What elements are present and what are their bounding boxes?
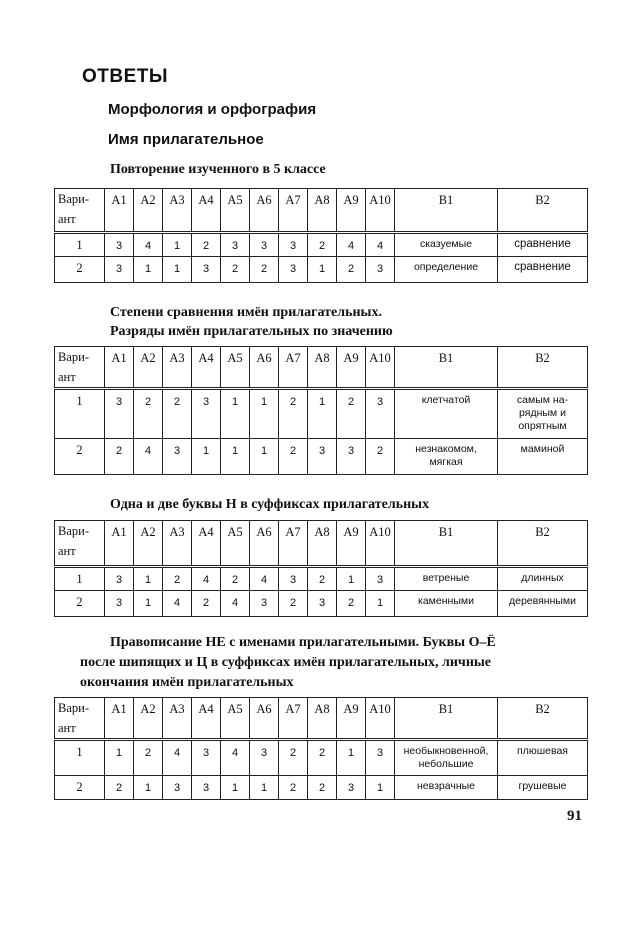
- section-title-2: [110, 303, 393, 341]
- col-header-b1: B1: [395, 189, 498, 233]
- variant-cell: 2: [55, 257, 105, 283]
- col-header: A4: [192, 189, 221, 233]
- section-title-1: [110, 160, 326, 179]
- b2-cell: длинных: [498, 567, 588, 591]
- answer-cell: 3: [337, 776, 366, 800]
- b1-cell: необыкновенной, небольшие: [395, 740, 498, 776]
- answer-cell: 2: [192, 591, 221, 617]
- col-header: A8: [308, 521, 337, 567]
- answer-cell: 3: [192, 257, 221, 283]
- col-header: A2: [134, 347, 163, 389]
- answer-cell: 2: [337, 389, 366, 439]
- b2-cell: маминой: [498, 439, 588, 475]
- answer-cell: 2: [279, 389, 308, 439]
- answer-cell: 1: [134, 776, 163, 800]
- variant-cell: 1: [55, 740, 105, 776]
- col-header-b2: B2: [498, 347, 588, 389]
- answer-cell: 2: [366, 439, 395, 475]
- answer-cell: 2: [279, 591, 308, 617]
- answer-cell: 4: [192, 567, 221, 591]
- answer-cell: 3: [366, 257, 395, 283]
- col-header: A10: [366, 189, 395, 233]
- col-header: A8: [308, 698, 337, 740]
- b1-cell: клетчатой: [395, 389, 498, 439]
- col-header-b1: B1: [395, 347, 498, 389]
- answer-cell: 1: [105, 740, 134, 776]
- answer-cell: 1: [250, 439, 279, 475]
- answer-cell: 4: [163, 740, 192, 776]
- answer-cell: 3: [279, 567, 308, 591]
- variant-cell: 1: [55, 389, 105, 439]
- answer-cell: 2: [105, 439, 134, 475]
- answer-cell: 3: [250, 233, 279, 257]
- answer-table-4: [54, 697, 588, 800]
- answer-cell: 1: [308, 389, 337, 439]
- answer-cell: 4: [163, 591, 192, 617]
- col-header: A6: [250, 521, 279, 567]
- answer-cell: 3: [279, 233, 308, 257]
- answer-cell: 2: [337, 591, 366, 617]
- answer-cell: 3: [366, 567, 395, 591]
- col-header: A6: [250, 698, 279, 740]
- col-header-b2: B2: [498, 698, 588, 740]
- col-header: A9: [337, 347, 366, 389]
- answer-cell: 1: [366, 591, 395, 617]
- col-header: A7: [279, 521, 308, 567]
- answer-cell: 1: [250, 389, 279, 439]
- answer-cell: 1: [337, 740, 366, 776]
- b2-cell: сравнение: [498, 257, 588, 283]
- section-title-line: Разряды имён прилагательных по значению: [110, 324, 393, 339]
- col-header: A8: [308, 189, 337, 233]
- answer-cell: 3: [105, 233, 134, 257]
- section-title-line: после шипящих и Ц в суффиксах имён прилагательных, личные: [80, 655, 492, 670]
- answer-cell: 4: [366, 233, 395, 257]
- col-header: A2: [134, 698, 163, 740]
- answer-cell: 2: [134, 740, 163, 776]
- variant-header: Вари- ант: [55, 698, 105, 740]
- col-header: A5: [221, 521, 250, 567]
- answer-cell: 2: [337, 257, 366, 283]
- col-header: A10: [366, 521, 395, 567]
- answer-cell: 3: [308, 439, 337, 475]
- answer-cell: 4: [221, 591, 250, 617]
- b1-cell: каменными: [395, 591, 498, 617]
- answer-cell: 2: [134, 389, 163, 439]
- section-heading-morphology: Морфология и орфография: [108, 101, 317, 118]
- answer-cell: 4: [337, 233, 366, 257]
- variant-cell: 1: [55, 567, 105, 591]
- table-row: [55, 567, 588, 591]
- section-title-line: Степени сравнения имён прилагательных.: [110, 305, 382, 320]
- b1-cell: незнакомом, мягкая: [395, 439, 498, 475]
- section-title-line: Повторение изученного в 5 классе: [110, 162, 326, 177]
- col-header: A7: [279, 698, 308, 740]
- table-row: [55, 740, 588, 776]
- b1-cell: невзрачные: [395, 776, 498, 800]
- variant-cell: 2: [55, 439, 105, 475]
- col-header: A9: [337, 189, 366, 233]
- section-heading-adjective: Имя прилагательное: [108, 131, 264, 148]
- answer-cell: 2: [308, 776, 337, 800]
- table-row: [55, 233, 588, 257]
- table-row: [55, 257, 588, 283]
- b2-cell: деревянными: [498, 591, 588, 617]
- answer-cell: 2: [308, 740, 337, 776]
- col-header: A6: [250, 189, 279, 233]
- answer-cell: 3: [105, 389, 134, 439]
- col-header-b2: B2: [498, 521, 588, 567]
- answer-cell: 2: [105, 776, 134, 800]
- answer-cell: 4: [134, 439, 163, 475]
- table-header-row: [55, 698, 588, 740]
- answer-cell: 3: [163, 439, 192, 475]
- answer-cell: 1: [134, 591, 163, 617]
- section-title-4: [80, 633, 496, 693]
- answer-cell: 1: [134, 567, 163, 591]
- col-header: A2: [134, 189, 163, 233]
- table-header-row: [55, 347, 588, 389]
- answer-cell: 3: [337, 439, 366, 475]
- col-header: A4: [192, 347, 221, 389]
- variant-header: Вари- ант: [55, 347, 105, 389]
- answer-table-1: [54, 188, 588, 283]
- table-row: [55, 776, 588, 800]
- answer-cell: 1: [250, 776, 279, 800]
- col-header: A7: [279, 189, 308, 233]
- section-title-3: [110, 495, 429, 514]
- variant-cell: 1: [55, 233, 105, 257]
- answer-cell: 4: [221, 740, 250, 776]
- answer-cell: 2: [279, 776, 308, 800]
- b2-cell: грушевые: [498, 776, 588, 800]
- answer-cell: 1: [221, 776, 250, 800]
- answer-cell: 2: [250, 257, 279, 283]
- variant-cell: 2: [55, 591, 105, 617]
- answer-cell: 3: [221, 233, 250, 257]
- b1-cell: ветреные: [395, 567, 498, 591]
- answer-cell: 3: [105, 567, 134, 591]
- col-header-b2: B2: [498, 189, 588, 233]
- answer-cell: 2: [221, 567, 250, 591]
- answer-cell: 1: [366, 776, 395, 800]
- answer-cell: 1: [221, 439, 250, 475]
- answer-cell: 2: [221, 257, 250, 283]
- answer-cell: 3: [308, 591, 337, 617]
- table-header-row: [55, 521, 588, 567]
- answer-cell: 1: [163, 233, 192, 257]
- answer-cell: 3: [192, 389, 221, 439]
- col-header: A7: [279, 347, 308, 389]
- answer-cell: 1: [192, 439, 221, 475]
- answer-cell: 4: [250, 567, 279, 591]
- col-header: A4: [192, 698, 221, 740]
- col-header: A9: [337, 521, 366, 567]
- answer-cell: 2: [308, 233, 337, 257]
- answer-cell: 4: [134, 233, 163, 257]
- col-header: A3: [163, 698, 192, 740]
- answer-cell: 3: [366, 389, 395, 439]
- col-header: A5: [221, 189, 250, 233]
- answer-cell: 1: [134, 257, 163, 283]
- variant-cell: 2: [55, 776, 105, 800]
- col-header: A2: [134, 521, 163, 567]
- variant-header: Вари- ант: [55, 189, 105, 233]
- col-header: A6: [250, 347, 279, 389]
- table-row: [55, 389, 588, 439]
- answer-cell: 2: [308, 567, 337, 591]
- col-header: A10: [366, 347, 395, 389]
- answer-cell: 1: [337, 567, 366, 591]
- page-number: 91: [567, 808, 582, 824]
- col-header: A4: [192, 521, 221, 567]
- col-header: A1: [105, 347, 134, 389]
- answer-cell: 2: [163, 389, 192, 439]
- answer-cell: 3: [250, 740, 279, 776]
- answer-cell: 1: [163, 257, 192, 283]
- answer-cell: 1: [308, 257, 337, 283]
- col-header: A1: [105, 698, 134, 740]
- col-header: A8: [308, 347, 337, 389]
- b2-cell: плюшевая: [498, 740, 588, 776]
- section-title-line: Правописание НЕ с именами прилагательными. Буквы О–Ё: [110, 635, 496, 650]
- col-header: A1: [105, 521, 134, 567]
- answer-cell: 3: [192, 740, 221, 776]
- answer-cell: 3: [105, 591, 134, 617]
- b1-cell: сказуемые: [395, 233, 498, 257]
- col-header: A9: [337, 698, 366, 740]
- col-header: A10: [366, 698, 395, 740]
- variant-header: Вари- ант: [55, 521, 105, 567]
- answer-table-2: [54, 346, 588, 475]
- answer-cell: 3: [163, 776, 192, 800]
- table-header-row: [55, 189, 588, 233]
- section-title-line: окончания имён прилагательных: [80, 675, 294, 690]
- col-header-b1: B1: [395, 521, 498, 567]
- col-header: A3: [163, 347, 192, 389]
- col-header: A3: [163, 189, 192, 233]
- section-title-line: Одна и две буквы Н в суффиксах прилагательных: [110, 497, 430, 512]
- b2-cell: сравнение: [498, 233, 588, 257]
- b2-cell: самым на- рядным и опрятным: [498, 389, 588, 439]
- table-row: [55, 591, 588, 617]
- answer-cell: 3: [366, 740, 395, 776]
- col-header: A1: [105, 189, 134, 233]
- answer-table-3: [54, 520, 588, 617]
- answer-cell: 3: [105, 257, 134, 283]
- col-header-b1: B1: [395, 698, 498, 740]
- answer-cell: 3: [192, 776, 221, 800]
- col-header: A5: [221, 347, 250, 389]
- answer-cell: 2: [279, 439, 308, 475]
- answer-cell: 2: [192, 233, 221, 257]
- answer-cell: 2: [279, 740, 308, 776]
- answer-cell: 3: [250, 591, 279, 617]
- answer-cell: 1: [221, 389, 250, 439]
- answer-cell: 2: [163, 567, 192, 591]
- page-heading: ОТВЕТЫ: [82, 66, 168, 87]
- answer-cell: 3: [279, 257, 308, 283]
- col-header: A5: [221, 698, 250, 740]
- table-row: [55, 439, 588, 475]
- b1-cell: определение: [395, 257, 498, 283]
- col-header: A3: [163, 521, 192, 567]
